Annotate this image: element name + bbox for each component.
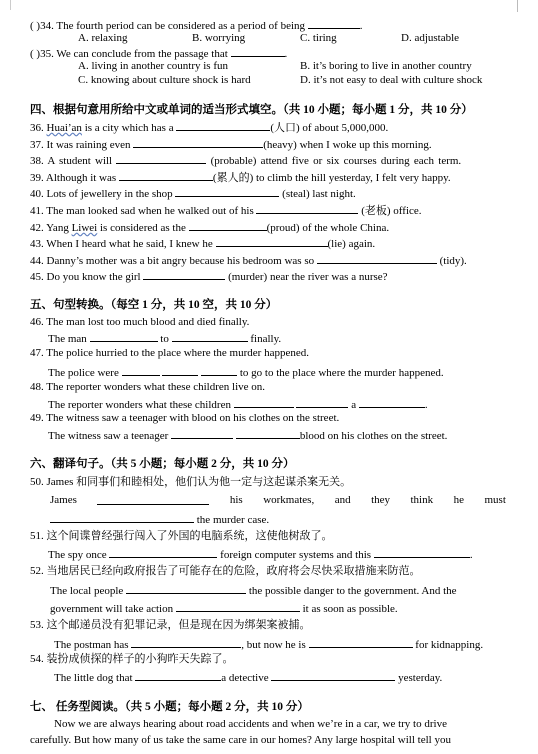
question-43: 43. When I heard what he said, I knew he (lie) again. <box>30 238 376 250</box>
option-d: D. it’s not easy to deal with culture shock <box>300 74 483 86</box>
answer-blank[interactable] <box>172 331 248 342</box>
answer-blank[interactable] <box>171 428 233 439</box>
page-corner-mark <box>0 0 11 10</box>
option-a: A. living in another country is fun <box>78 60 229 72</box>
question-46-rewrite: The man to finally. <box>48 333 282 345</box>
answer-blank[interactable] <box>50 512 194 523</box>
answer-blank[interactable] <box>119 170 213 181</box>
question-41: 41. The man looked sad when he walked out of his (老板) office. <box>30 205 422 217</box>
passage-line: Now we are always hearing about road accidents and when we’re in a car, we try to drive <box>54 718 447 730</box>
section-title: 七、 任务型阅读。（共 5 小题；每小题 2 分，共 10 分） <box>30 701 309 713</box>
answer-blank[interactable] <box>126 583 246 594</box>
question-38: 38. A student will (probable) attend five or six courses during each term. <box>30 155 462 167</box>
option-c: C. tiring <box>300 32 337 44</box>
section-title: 六、翻译句子。（共 5 小题；每小题 2 分，共 10 分） <box>30 458 295 470</box>
question-53: 53. 这个邮递员没有犯罪记录，但是现在因为绑架案被捕。 <box>30 619 311 631</box>
question-49: 49. The witness saw a teenager with blood on his clothes on the street. <box>30 412 340 424</box>
question-53-english: The postman has , but now he is for kidnapping. <box>54 639 484 651</box>
answer-blank[interactable] <box>189 220 267 231</box>
question-39: 39. Although it was (累人的) to climb the hill yesterday, I felt very happy. <box>30 172 451 184</box>
question-54: 54. 装扮成侦探的样子的小狗昨天失踪了。 <box>30 653 234 665</box>
answer-blank[interactable] <box>216 236 328 247</box>
question-52-english: The local people the possible danger to the government. And the <box>50 585 457 597</box>
answer-blank[interactable] <box>90 331 158 342</box>
answer-blank[interactable] <box>308 18 360 29</box>
question-51: 51. 这个间谍曾经强行闯入了外国的电脑系统，这使他树敌了。 <box>30 530 333 542</box>
page-corner-mark <box>517 0 526 12</box>
section-title: 五、句型转换。（每空 1 分，共 10 空，共 10 分） <box>30 299 278 311</box>
answer-blank[interactable] <box>131 637 241 648</box>
question-54-english: The little dog that a detective yesterday. <box>54 672 443 684</box>
question-36: 36. Huai’an is a city which has a (人口) of about 5,000,000. <box>30 122 389 134</box>
answer-blank[interactable] <box>359 397 425 408</box>
question-47: 47. The police hurried to the place where the murder happened. <box>30 347 309 359</box>
question-50: 50. James 和同事们和睦相处，他们认为他一定与这起谋杀案无关。 <box>30 476 352 488</box>
answer-blank[interactable] <box>374 547 470 558</box>
answer-blank[interactable] <box>109 547 217 558</box>
question-50-english: James his workmates, and they think he must <box>50 494 506 506</box>
section-title: 四、根据句意用所给中文或单词的适当形式填空。（共 10 小题；每小题 1 分，共 10 分） <box>30 104 473 116</box>
answer-blank[interactable] <box>162 365 198 376</box>
passage-line: carefully. But how many of us take the same care in our homes? Any large hospital will tell you <box>30 734 451 746</box>
answer-blank[interactable] <box>133 137 263 148</box>
question-47-rewrite: The police were to go to the place where the murder happened. <box>48 367 444 379</box>
answer-blank[interactable] <box>271 670 395 681</box>
question-46: 46. The man lost too much blood and died finally. <box>30 316 250 328</box>
question-52: 52. 当地居民已经向政府报告了可能存在的危险，政府将会尽快采取措施来防范。 <box>30 565 421 577</box>
answer-blank[interactable] <box>122 365 160 376</box>
answer-blank[interactable] <box>201 365 237 376</box>
question-40: 40. Lots of jewellery in the shop (steal) last night. <box>30 188 356 200</box>
option-c: C. knowing about culture shock is hard <box>78 74 251 86</box>
question-35: ( )35. We can conclude from the passage that . <box>30 48 288 60</box>
option-b: B. worrying <box>192 32 246 44</box>
answer-blank[interactable] <box>143 269 225 280</box>
question-52-english-cont: government will take action it as soon as possible. <box>50 603 398 615</box>
answer-blank[interactable] <box>317 253 437 264</box>
question-48: 48. The reporter wonders what these children live on. <box>30 381 266 393</box>
question-37: 37. It was raining even (heavy) when I woke up this morning. <box>30 139 432 151</box>
answer-blank[interactable] <box>234 397 294 408</box>
option-a: A. relaxing <box>78 32 128 44</box>
answer-blank[interactable] <box>135 670 221 681</box>
answer-blank[interactable] <box>296 397 348 408</box>
question-49-rewrite: The witness saw a teenager blood on his clothes on the street. <box>48 430 448 442</box>
answer-blank[interactable] <box>175 186 279 197</box>
question-44: 44. Danny’s mother was a bit angry because his bedroom was so (tidy). <box>30 255 467 267</box>
answer-blank[interactable] <box>231 46 285 57</box>
question-51-english: The spy once foreign computer systems and this . <box>48 549 473 561</box>
answer-blank[interactable] <box>176 120 270 131</box>
answer-blank[interactable] <box>256 203 358 214</box>
option-b: B. it’s boring to live in another country <box>300 60 472 72</box>
answer-blank[interactable] <box>236 428 300 439</box>
answer-blank[interactable] <box>116 153 206 164</box>
question-42: 42. Yang Liwei is considered as the (proud) of the whole China. <box>30 222 390 234</box>
question-45: 45. Do you know the girl (murder) near the river was a nurse? <box>30 271 388 283</box>
answer-blank[interactable] <box>176 601 300 612</box>
answer-blank[interactable] <box>97 494 209 505</box>
question-48-rewrite: The reporter wonders what these children a . <box>48 399 428 411</box>
question-34: ( )34. The fourth period can be considered as a period of being . <box>30 20 363 32</box>
question-50-english-cont: the murder case. <box>50 512 269 527</box>
answer-blank[interactable] <box>309 637 413 648</box>
option-d: D. adjustable <box>401 32 460 44</box>
